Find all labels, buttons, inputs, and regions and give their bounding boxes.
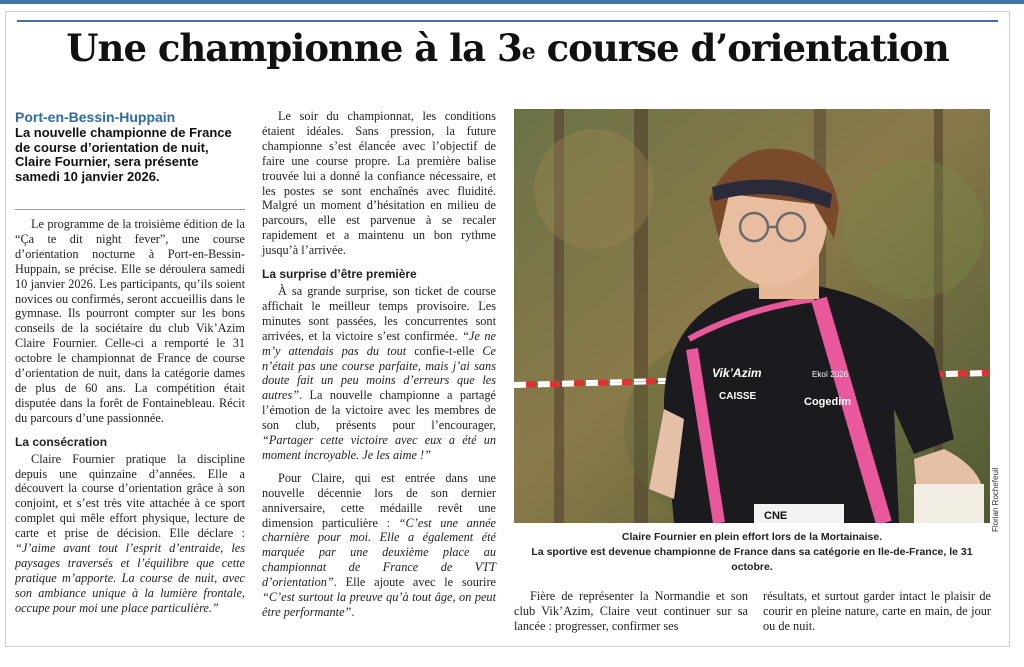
bib-text: CNE [764,510,788,522]
paragraph-text: confie-t-elle [406,343,483,358]
quote: “Partager cette victoire avec eux a été un moment incroyable. Je les aime !” [262,433,496,462]
subheading: La surprise d’être première [262,267,417,282]
article-lead: La nouvelle championne de France de course d’orientation de nuit, Claire Fournier, sera présente samedi 10 janvier 2026. [15,125,232,184]
quote: “C’est surtout la preuve qu’à tout âge, on peut être performante” [262,590,496,619]
paragraph: Fière de représenter la Normandie et son club Vik’Azim, Claire veut continuer sur sa lancée : progresser, confirmer ses [514,589,748,633]
caption-line: Claire Fournier en plein effort lors de la Mortainaise. [621,531,883,543]
paragraph [262,284,496,463]
photo-caption [514,530,990,575]
headline-text: Une championne à la 3 [66,26,522,70]
paragraph-text: . La nouvelle championne a partagé l’émotion de la victoire avec les membres de son club, présents pour l’encourager, [262,388,496,433]
paragraph-text: Pour Claire, qui est entrée dans une nouvelle décennie lors de son dernier anniversaire, cette médaille revêt une dimension particulière : [262,470,496,530]
paragraph: Le soir du championnat, les conditions étaient idéales. Sans pression, la future championne s’est élancée avec l’objectif de faire une course propre. La première balise trouvée lui a donné la confiance nécessaire, et les postes se sont enchaînés avec fluidité. Malgré un moment d’hésitation en milieu de parcours, elle est parvenue à se recaler rapidement et a maintenu un bon rythme jusqu’à l’arrivée. [262,109,496,258]
headline-rule [17,20,998,22]
article-column-1 [15,217,245,616]
lead-divider [15,209,245,210]
paragraph [15,452,245,616]
quote: “J’aime avant tout l’esprit d’entraide, les paysages traversés et l’équilibre que cette pratique m’apporte. La course de nuit, avec son ambiance unique à la lumière frontale, occupe pour moi une place particulière.” [15,541,245,615]
caption-line: La sportive est devenue championne de France dans sa catégorie en Ile-de-France, le 31 octobre. [531,546,973,573]
top-accent-bar [0,0,1024,4]
quote: “Je ne m’y attendais pas du tout [262,328,496,358]
subheading: La consécration [15,434,108,449]
quote: “C’est une année charnière pour moi. Elle a également été marquée par une deuxième place au championnat de France de VTT d’orientation” [262,515,497,590]
headline-superscript: e [521,39,535,65]
article-column-4 [763,589,991,634]
paragraph: Le programme de la troisième édition de la “Ça te dit night fever”, une course d’orientation nocturne à Port-en-Bessin-Huppain, se précise. Elle se déroulera samedi 10 janvier 2026. Les participants, qu’ils soient novices ou confirmés, seront accueillis dans le gymnase. Ils pourront compter sur les bons conseils de la sociétaire du club Vik’Azim Claire Fournier. Celle-ci a remporté le 31 octobre le championnat de France de course d’orientation de nuit, dans la catégorie dames de plus de 60 ans. La compétition était disputée dans la forêt de Fontainebleau. Récit du parcours d’une passionnée. [15,217,245,425]
headline-text-end: course d’orientation [534,26,949,70]
paragraph: résultats, et surtout garder intact le plaisir de courir en pleine nature, carte en main, de jour ou de nuit. [763,589,991,633]
article-photo [514,109,990,523]
article-location: Port-en-Bessin-Huppain [15,109,176,125]
paragraph [262,471,496,620]
paragraph-text: Claire Fournier pratique la discipline depuis une quinzaine d’années. Elle a découvert la course d’orientation grâce à son conjoint, et s’est très vite attachée à ce sport complet qui mêle effort physique, lecture de carte et prise de décision. Elle déclare : [15,451,245,541]
runner-photo-illustration [514,109,990,523]
article-column-2 [262,109,496,620]
photo-credit: Florian Rochefeuil [991,467,1000,532]
newspaper-page [5,11,1010,647]
jersey-brand-text: Ekoï 2026 [812,370,849,379]
jersey-sponsor-2-text: CAISSE [719,391,757,402]
paragraph-text: . [351,605,355,619]
paragraph-text: À sa grande surprise, son ticket de course affichait le meilleur temps provisoire. Les minutes sont passées, les concurrentes sont arrivées, et la victoire s’est confirmée. [262,283,496,343]
article-column-3 [514,589,748,634]
jersey-sponsor-1-text: Cogedim [804,396,852,408]
jersey-club-text: Vik’Azim [712,366,762,380]
quote: Ce n’était pas une course parfaite, mais j’ai sans doute fait un peu moins d’erreurs que les autres” [262,343,496,403]
paragraph-text: . Elle ajoute avec le sourire [333,575,496,590]
article-headline [6,26,1009,70]
